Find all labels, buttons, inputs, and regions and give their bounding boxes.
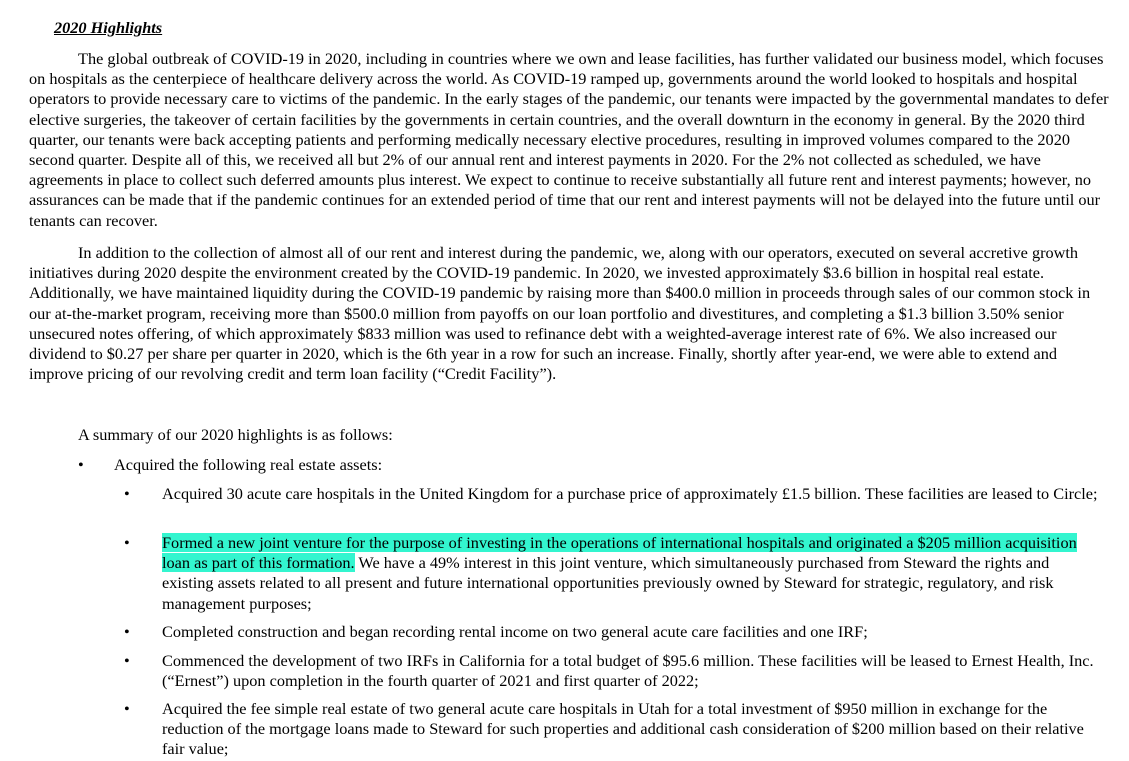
sub-list-item-text: Acquired 30 acute care hospitals in the United Kingdom for a purchase price of approximately £1.5 billion. These facilities are leased to Circle; [162, 484, 1098, 503]
bullet-icon: • [124, 533, 130, 552]
summary-intro: A summary of our 2020 highlights is as follows: [78, 425, 393, 444]
sub-list-item-text: Acquired the fee simple real estate of two general acute care hospitals in Utah for a total investment of $950 million in exchange for the reduction of the mortgage loans made to Steward for such properties and additional cash consideration of $200 million based on their relative fair value; [162, 699, 1084, 759]
bullet-icon: • [124, 651, 130, 670]
bullet-icon: • [124, 622, 130, 641]
highlighted-text: Formed a new joint venture for the purpose of investing in the operations of international hospitals and originated a $205 million acquisition loan as part of this formation. [162, 533, 1077, 573]
bullet-icon: • [124, 484, 130, 503]
sub-list-item-text-rest: We have a 49% interest in this joint venture, which simultaneously purchased from Steward the rights and existing assets related to all present and future international opportunities previously owned by Steward for strategic, regulatory, and risk management purposes; [162, 553, 1054, 613]
bullet-icon: • [124, 699, 130, 718]
paragraph-growth-initiatives: In addition to the collection of almost all of our rent and interest during the pandemic, we, along with our operators, executed on several accretive growth initiatives during 2020 despite the environment created by the COVID-19 pandemic. In 2020, we invested approximately $3.6 billion in hospital real estate. Additionally, we have maintained liquidity during the COVID-19 pandemic by raising more than $400.0 million in proceeds through sales of our common stock in our at-the-market program, receiving more than $500.0 million from payoffs on our loan portfolio and divestitures, and completing a $1.3 billion 3.50% senior unsecured notes offering, of which approximately $833 million was used to refinance debt with a weighted-average interest rate of 6%. We also increased our dividend to $0.27 per share per quarter in 2020, which is the 6th year in a row for such an increase. Finally, shortly after year-end, we were able to extend and improve pricing of our revolving credit and term loan facility (“Credit Facility”). [29, 243, 1091, 384]
sub-list-item-text: Commenced the development of two IRFs in California for a total budget of $95.6 million. These facilities will be leased to Ernest Health, Inc. (“Ernest”) upon completion in the fourth quarter of 2021 and first quarter of 2022; [162, 651, 1094, 691]
bullet-icon: • [78, 455, 84, 474]
sub-list-item-text [162, 533, 1102, 614]
list-item-text: Acquired the following real estate assets: [114, 455, 383, 474]
sub-list-item-text: Completed construction and began recording rental income on two general acute care facilities and one IRF; [162, 622, 868, 641]
section-heading: 2020 Highlights [54, 18, 163, 37]
paragraph-covid-impact: The global outbreak of COVID-19 in 2020, including in countries where we own and lease facilities, has further validated our business model, which focuses on hospitals as the centerpiece of healthcare delivery across the world. As COVID-19 ramped up, governments around the world looked to hospitals and hospital operators to provide necessary care to victims of the pandemic. In the early stages of the pandemic, our tenants were impacted by the governmental mandates to defer elective surgeries, the takeover of certain facilities by the governments in certain countries, and the overall downturn in the economy in general. By the 2020 third quarter, our tenants were back accepting patients and performing medically necessary elective procedures, resulting in improved volumes compared to the 2020 second quarter. Despite all of this, we received all but 2% of our annual rent and interest payments in 2020. For the 2% not collected as scheduled, we have agreements in place to collect such deferred amounts plus interest. We expect to continue to receive substantially all future rent and interest payments; however, no assurances can be made that if the pandemic continues for an extended period of time that our rent and interest payments will not be delayed into the future until our tenants can recover. [29, 49, 1109, 230]
